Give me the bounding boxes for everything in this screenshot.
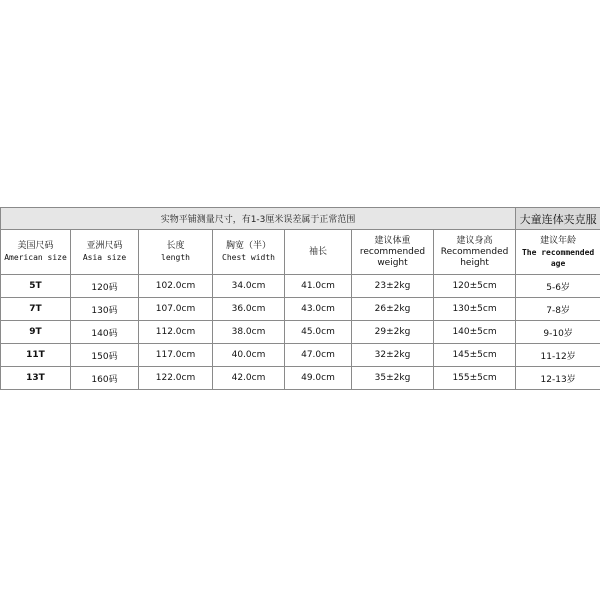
cell-height: 130±5cm (434, 298, 516, 321)
header-age-en: The recommended (521, 247, 595, 257)
cell-weight: 23±2kg (352, 275, 434, 298)
header-length (139, 230, 213, 275)
cell-us-size: 5T (1, 275, 71, 298)
product-title: 大童连体夹克服 (516, 208, 600, 230)
cell-asia-size: 130码 (71, 298, 139, 321)
header-us-size (1, 230, 71, 275)
header-age-zh: 建议年龄 (540, 235, 577, 246)
cell-asia-size: 150码 (71, 344, 139, 367)
header-row (1, 230, 600, 275)
cell-age: 7-8岁 (516, 298, 600, 321)
cell-asia-size: 120码 (71, 275, 139, 298)
cell-chest-width: 34.0cm (213, 275, 285, 298)
cell-length: 122.0cm (139, 367, 213, 390)
cell-asia-size: 160码 (71, 367, 139, 390)
header-recommended-weight (352, 230, 434, 275)
cell-chest-width: 38.0cm (213, 321, 285, 344)
header-weight-en: recommended (359, 246, 426, 257)
header-asia-size-en: Asia size (82, 253, 127, 262)
header-recommended-height (434, 230, 516, 275)
header-chest-width (213, 230, 285, 275)
header-weight-en2: weight (377, 257, 408, 268)
header-asia-size-zh: 亚洲尺码 (86, 241, 123, 251)
cell-sleeve-length: 45.0cm (285, 321, 352, 344)
table-row (1, 275, 600, 298)
cell-sleeve-length: 49.0cm (285, 367, 352, 390)
header-age-en2: age (550, 258, 566, 268)
header-asia-size (71, 230, 139, 275)
cell-height: 140±5cm (434, 321, 516, 344)
cell-weight: 32±2kg (352, 344, 434, 367)
header-length-en: length (161, 253, 190, 262)
header-chest-width-zh: 胸宽（半） (225, 241, 271, 251)
cell-us-size: 9T (1, 321, 71, 344)
header-height-zh: 建议身高 (456, 235, 493, 246)
cell-us-size: 13T (1, 367, 71, 390)
title-row (1, 208, 600, 230)
cell-length: 117.0cm (139, 344, 213, 367)
header-recommended-age (516, 230, 600, 275)
cell-sleeve-length: 41.0cm (285, 275, 352, 298)
header-weight-zh: 建议体重 (374, 235, 411, 246)
cell-age: 9-10岁 (516, 321, 600, 344)
header-length-zh: 长度 (166, 241, 185, 251)
cell-sleeve-length: 47.0cm (285, 344, 352, 367)
cell-asia-size: 140码 (71, 321, 139, 344)
cell-weight: 29±2kg (352, 321, 434, 344)
size-chart-table (0, 207, 600, 390)
cell-us-size: 11T (1, 344, 71, 367)
cell-length: 107.0cm (139, 298, 213, 321)
cell-weight: 35±2kg (352, 367, 434, 390)
header-height-en: Recommended (440, 246, 509, 257)
header-chest-width-en: Chest width (222, 253, 275, 262)
header-height-en2: height (460, 257, 489, 268)
cell-height: 155±5cm (434, 367, 516, 390)
cell-age: 11-12岁 (516, 344, 600, 367)
cell-length: 102.0cm (139, 275, 213, 298)
cell-height: 120±5cm (434, 275, 516, 298)
cell-weight: 26±2kg (352, 298, 434, 321)
cell-age: 12-13岁 (516, 367, 600, 390)
cell-chest-width: 36.0cm (213, 298, 285, 321)
header-us-size-en: American size (4, 253, 67, 262)
header-us-size-zh: 美国尺码 (17, 241, 54, 251)
cell-chest-width: 40.0cm (213, 344, 285, 367)
table-row (1, 344, 600, 367)
measurement-note: 实物平铺测量尺寸，有1-3厘米误差属于正常范围 (1, 208, 516, 230)
cell-height: 145±5cm (434, 344, 516, 367)
table-row (1, 367, 600, 390)
cell-age: 5-6岁 (516, 275, 600, 298)
cell-length: 112.0cm (139, 321, 213, 344)
cell-chest-width: 42.0cm (213, 367, 285, 390)
cell-us-size: 7T (1, 298, 71, 321)
header-sleeve-length (285, 230, 352, 275)
table-row (1, 298, 600, 321)
header-sleeve-length-zh: 袖长 (308, 246, 327, 257)
cell-sleeve-length: 43.0cm (285, 298, 352, 321)
table-row (1, 321, 600, 344)
